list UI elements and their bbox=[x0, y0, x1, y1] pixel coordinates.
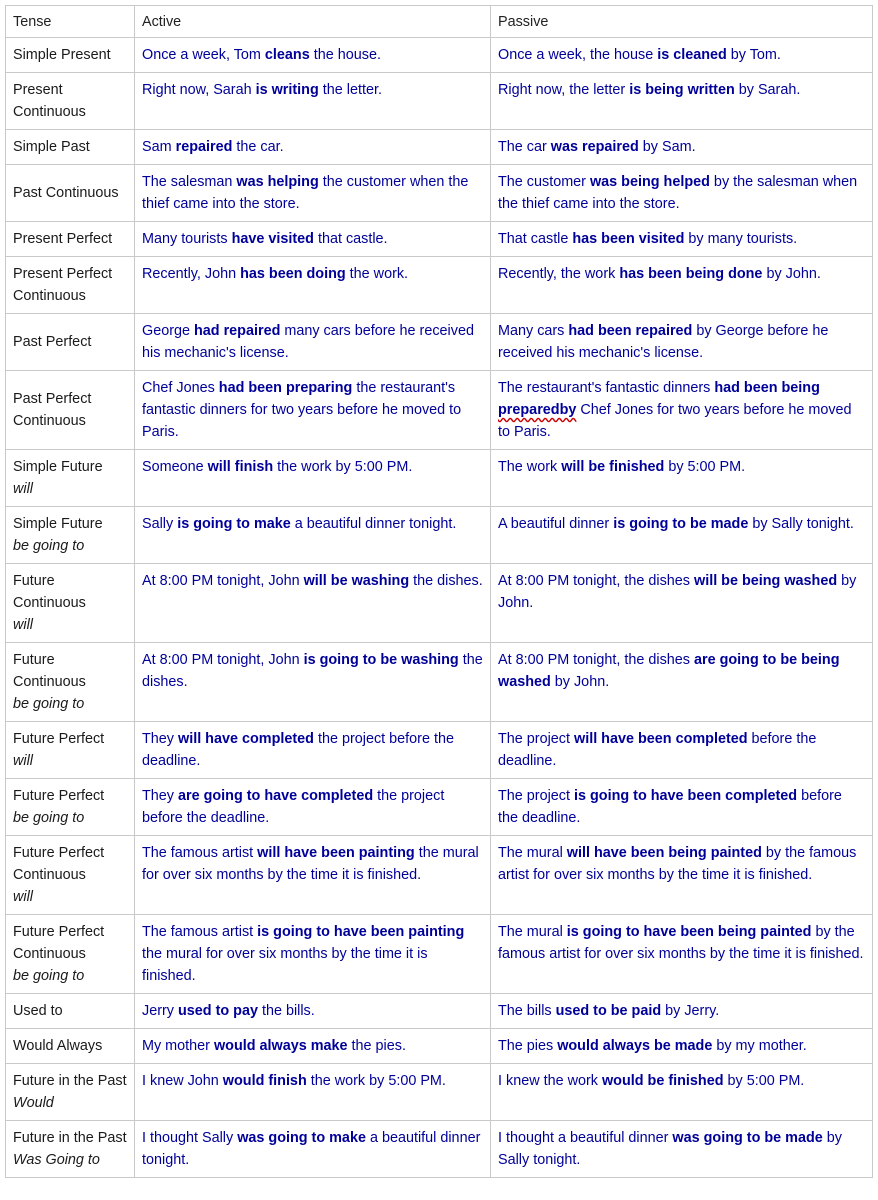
sentence-text: by the famous artist for over six months by the time it is finished. bbox=[498, 924, 864, 962]
verb-phrase: used to pay bbox=[177, 1003, 258, 1019]
tense-name: Future Perfect Continuous bbox=[13, 845, 105, 883]
tense-name: Past Perfect bbox=[13, 334, 92, 350]
table-row bbox=[6, 1064, 873, 1121]
tense-variant: Would bbox=[13, 1095, 54, 1111]
sentence-text: before the deadline. bbox=[498, 788, 842, 826]
tense-variant: will bbox=[13, 617, 33, 633]
sentence-text: I thought a beautiful dinner bbox=[498, 1130, 673, 1146]
passive-example bbox=[491, 564, 873, 643]
verb-phrase: have visited bbox=[231, 231, 314, 247]
sentence-text: many cars before he received his mechanic's license. bbox=[142, 323, 474, 361]
verb-phrase: would finish bbox=[222, 1073, 307, 1089]
active-example bbox=[135, 73, 491, 130]
sentence-text: The project bbox=[498, 731, 574, 747]
sentence-text: that castle. bbox=[313, 231, 388, 247]
verb-phrase: will have completed bbox=[178, 731, 314, 747]
active-example bbox=[135, 450, 491, 507]
sentence-text: before the deadline. bbox=[498, 731, 817, 769]
tense-variant: will bbox=[13, 889, 33, 905]
tense-cell bbox=[6, 222, 135, 257]
sentence-text: Many cars bbox=[498, 323, 569, 339]
table-row bbox=[6, 915, 873, 994]
sentence-text: the work. bbox=[345, 266, 409, 282]
sentence-text: The work bbox=[498, 459, 562, 475]
sentence-text: At 8:00 PM tonight, the dishes bbox=[498, 573, 694, 589]
verb-phrase: would be finished bbox=[601, 1073, 724, 1089]
tense-cell bbox=[6, 1029, 135, 1064]
sentence-text: The customer bbox=[498, 174, 590, 190]
active-example bbox=[135, 314, 491, 371]
passive-example bbox=[491, 915, 873, 994]
tense-name: Future in the Past bbox=[13, 1073, 127, 1089]
sentence-text: The salesman bbox=[142, 174, 237, 190]
sentence-text: George bbox=[142, 323, 194, 339]
verb-phrase: are going to have completed bbox=[178, 788, 374, 804]
active-example bbox=[135, 38, 491, 73]
table-row bbox=[6, 564, 873, 643]
sentence-text: the mural for over six months by the time it is finished. bbox=[142, 946, 428, 984]
passive-example bbox=[491, 371, 873, 450]
tense-name: Present Continuous bbox=[13, 82, 86, 120]
sentence-text: by my mother. bbox=[712, 1038, 807, 1054]
table-row bbox=[6, 73, 873, 130]
passive-example bbox=[491, 38, 873, 73]
verb-phrase: will finish bbox=[207, 459, 274, 475]
passive-example bbox=[491, 130, 873, 165]
sentence-text: by the salesman when the thief came into the store. bbox=[498, 174, 858, 212]
active-example bbox=[135, 1121, 491, 1178]
sentence-text: the restaurant's fantastic dinners for two years before he moved to Paris. bbox=[142, 380, 462, 440]
table-row bbox=[6, 371, 873, 450]
tense-name: Would Always bbox=[13, 1038, 103, 1054]
tense-name: Simple Past bbox=[13, 139, 90, 155]
verb-phrase-misspelled: preparedby bbox=[498, 402, 577, 418]
tense-table bbox=[5, 5, 873, 1178]
sentence-text: a beautiful dinner tonight. bbox=[290, 516, 457, 532]
verb-phrase: had been repaired bbox=[568, 323, 693, 339]
sentence-text: by Sarah. bbox=[734, 82, 801, 98]
sentence-text: The pies bbox=[498, 1038, 558, 1054]
sentence-text: The project bbox=[498, 788, 574, 804]
table-row bbox=[6, 779, 873, 836]
verb-phrase: was being helped bbox=[589, 174, 710, 190]
tense-cell bbox=[6, 1121, 135, 1178]
sentence-text: I thought Sally bbox=[142, 1130, 238, 1146]
sentence-text: by 5:00 PM. bbox=[664, 459, 746, 475]
verb-phrase: will be being washed bbox=[694, 573, 838, 589]
tense-cell bbox=[6, 507, 135, 564]
verb-phrase: has been visited bbox=[572, 231, 685, 247]
passive-example bbox=[491, 779, 873, 836]
sentence-text: a beautiful dinner tonight. bbox=[142, 1130, 481, 1168]
tense-variant: be going to bbox=[13, 810, 85, 826]
tense-name: Future Perfect bbox=[13, 731, 105, 747]
verb-phrase: is being written bbox=[629, 82, 735, 98]
sentence-text: the pies. bbox=[347, 1038, 406, 1054]
sentence-text: the project before the deadline. bbox=[142, 788, 445, 826]
tense-name: Future Continuous bbox=[13, 652, 86, 690]
passive-example bbox=[491, 314, 873, 371]
tense-name: Present Perfect bbox=[13, 231, 113, 247]
sentence-text: by many tourists. bbox=[684, 231, 798, 247]
passive-example bbox=[491, 994, 873, 1029]
verb-phrase: will have been completed bbox=[574, 731, 748, 747]
tense-name: Past Perfect Continuous bbox=[13, 391, 92, 429]
verb-phrase: will have been being painted bbox=[566, 845, 762, 861]
verb-phrase: would always be made bbox=[557, 1038, 713, 1054]
table-row bbox=[6, 257, 873, 314]
verb-phrase: was going to be made bbox=[672, 1130, 823, 1146]
sentence-text: Jerry bbox=[142, 1003, 178, 1019]
table-row bbox=[6, 507, 873, 564]
sentence-text: Right now, the letter bbox=[498, 82, 630, 98]
table-row bbox=[6, 994, 873, 1029]
table-row bbox=[6, 722, 873, 779]
sentence-text: The restaurant's fantastic dinners bbox=[498, 380, 715, 396]
sentence-text: the mural for over six months by the time it is finished. bbox=[142, 845, 479, 883]
passive-example bbox=[491, 1029, 873, 1064]
sentence-text: Sally bbox=[142, 516, 178, 532]
verb-phrase: was going to make bbox=[237, 1130, 366, 1146]
tense-cell bbox=[6, 1064, 135, 1121]
sentence-text: by George before he received his mechanic's license. bbox=[498, 323, 829, 361]
sentence-text: Recently, John bbox=[142, 266, 241, 282]
tense-variant: be going to bbox=[13, 696, 85, 712]
tense-cell bbox=[6, 38, 135, 73]
tense-cell bbox=[6, 836, 135, 915]
active-example bbox=[135, 722, 491, 779]
active-example bbox=[135, 994, 491, 1029]
tense-name: Past Continuous bbox=[13, 185, 119, 201]
table-row bbox=[6, 836, 873, 915]
sentence-text: My mother bbox=[142, 1038, 214, 1054]
active-example bbox=[135, 564, 491, 643]
tense-cell bbox=[6, 994, 135, 1029]
sentence-text: the car. bbox=[232, 139, 284, 155]
verb-phrase: used to be paid bbox=[555, 1003, 662, 1019]
sentence-text: by John. bbox=[762, 266, 821, 282]
sentence-text: A beautiful dinner bbox=[498, 516, 614, 532]
verb-phrase: will be finished bbox=[561, 459, 665, 475]
verb-phrase: is going to have been being painted bbox=[566, 924, 812, 940]
passive-example bbox=[491, 73, 873, 130]
sentence-text: At 8:00 PM tonight, the dishes bbox=[498, 652, 694, 668]
active-example bbox=[135, 1064, 491, 1121]
tense-cell bbox=[6, 643, 135, 722]
active-example bbox=[135, 836, 491, 915]
table-row bbox=[6, 38, 873, 73]
sentence-text: Chef Jones for two years before he moved to Paris. bbox=[498, 402, 852, 440]
active-example bbox=[135, 165, 491, 222]
sentence-text: the dishes. bbox=[409, 573, 483, 589]
tense-cell bbox=[6, 915, 135, 994]
sentence-text: Recently, the work bbox=[498, 266, 620, 282]
tense-name: Future Continuous bbox=[13, 573, 86, 611]
tense-variant: will bbox=[13, 753, 33, 769]
tense-cell bbox=[6, 130, 135, 165]
tense-name: Simple Present bbox=[13, 47, 111, 63]
active-example bbox=[135, 371, 491, 450]
header-tense: Tense bbox=[6, 6, 135, 38]
tense-name: Simple Future bbox=[13, 459, 103, 475]
tense-name: Used to bbox=[13, 1003, 63, 1019]
active-example bbox=[135, 643, 491, 722]
sentence-text: Right now, Sarah bbox=[142, 82, 256, 98]
verb-phrase: was repaired bbox=[550, 139, 639, 155]
tense-name: Future Perfect Continuous bbox=[13, 924, 105, 962]
tense-cell bbox=[6, 564, 135, 643]
tense-cell bbox=[6, 73, 135, 130]
sentence-text: by the famous artist for over six months by the time it is finished. bbox=[498, 845, 857, 883]
sentence-text: The famous artist bbox=[142, 924, 258, 940]
verb-phrase: cleans bbox=[264, 47, 310, 63]
sentence-text: by Sally tonight. bbox=[498, 1130, 842, 1168]
tense-cell bbox=[6, 779, 135, 836]
table-row bbox=[6, 1029, 873, 1064]
sentence-text: the work by 5:00 PM. bbox=[273, 459, 413, 475]
sentence-text: Someone bbox=[142, 459, 208, 475]
active-example bbox=[135, 222, 491, 257]
active-example bbox=[135, 1029, 491, 1064]
tense-cell bbox=[6, 722, 135, 779]
tense-cell bbox=[6, 165, 135, 222]
verb-phrase: is going to be made bbox=[613, 516, 749, 532]
sentence-text: Many tourists bbox=[142, 231, 232, 247]
sentence-text: the customer when the thief came into the store. bbox=[142, 174, 469, 212]
tense-cell bbox=[6, 314, 135, 371]
passive-example bbox=[491, 165, 873, 222]
tense-variant: Was Going to bbox=[13, 1152, 100, 1168]
verb-phrase: had been preparing bbox=[218, 380, 353, 396]
verb-phrase: has been being done bbox=[619, 266, 763, 282]
sentence-text: the bills. bbox=[257, 1003, 315, 1019]
table-row bbox=[6, 643, 873, 722]
active-example bbox=[135, 507, 491, 564]
sentence-text: by John. bbox=[550, 674, 610, 690]
sentence-text: the dishes. bbox=[142, 652, 483, 690]
passive-example bbox=[491, 257, 873, 314]
tense-variant: be going to bbox=[13, 538, 85, 554]
sentence-text: by Jerry. bbox=[661, 1003, 720, 1019]
sentence-text: the letter. bbox=[318, 82, 382, 98]
verb-phrase: would always make bbox=[213, 1038, 348, 1054]
sentence-text: They bbox=[142, 788, 178, 804]
verb-phrase: repaired bbox=[175, 139, 233, 155]
table-body bbox=[6, 38, 873, 1178]
table-row bbox=[6, 450, 873, 507]
tense-cell bbox=[6, 371, 135, 450]
passive-example bbox=[491, 450, 873, 507]
passive-example bbox=[491, 722, 873, 779]
passive-example bbox=[491, 836, 873, 915]
sentence-text: Chef Jones bbox=[142, 380, 219, 396]
active-example bbox=[135, 779, 491, 836]
table-row bbox=[6, 130, 873, 165]
sentence-text: Once a week, the house bbox=[498, 47, 658, 63]
verb-phrase: is going to make bbox=[177, 516, 291, 532]
verb-phrase: had repaired bbox=[194, 323, 281, 339]
active-example bbox=[135, 130, 491, 165]
verb-phrase: is cleaned bbox=[657, 47, 727, 63]
sentence-text: Sam bbox=[142, 139, 176, 155]
sentence-text: the house. bbox=[309, 47, 381, 63]
passive-example bbox=[491, 507, 873, 564]
active-example bbox=[135, 915, 491, 994]
sentence-text: The famous artist bbox=[142, 845, 258, 861]
sentence-text: I knew John bbox=[142, 1073, 223, 1089]
tense-name: Present Perfect Continuous bbox=[13, 266, 113, 304]
verb-phrase: are going to be being washed bbox=[498, 652, 840, 690]
passive-example bbox=[491, 222, 873, 257]
table-row bbox=[6, 222, 873, 257]
sentence-text: They bbox=[142, 731, 178, 747]
sentence-text: by 5:00 PM. bbox=[723, 1073, 805, 1089]
active-example bbox=[135, 257, 491, 314]
header-passive: Passive bbox=[491, 6, 873, 38]
tense-cell bbox=[6, 257, 135, 314]
table-row bbox=[6, 165, 873, 222]
sentence-text: The bills bbox=[498, 1003, 556, 1019]
sentence-text: the work by 5:00 PM. bbox=[306, 1073, 446, 1089]
sentence-text: At 8:00 PM tonight, John bbox=[142, 573, 304, 589]
sentence-text: by Sally tonight. bbox=[748, 516, 854, 532]
sentence-text: I knew the work bbox=[498, 1073, 602, 1089]
sentence-text: The mural bbox=[498, 845, 567, 861]
tense-name: Future Perfect bbox=[13, 788, 105, 804]
passive-example bbox=[491, 643, 873, 722]
verb-phrase: is going to be washing bbox=[303, 652, 459, 668]
passive-example bbox=[491, 1121, 873, 1178]
sentence-text: by Tom. bbox=[726, 47, 781, 63]
sentence-text: by Sam. bbox=[638, 139, 696, 155]
tense-name: Future in the Past bbox=[13, 1130, 127, 1146]
sentence-text: the project before the deadline. bbox=[142, 731, 454, 769]
verb-phrase: had been being bbox=[714, 380, 820, 396]
sentence-text: The car bbox=[498, 139, 551, 155]
tense-cell bbox=[6, 450, 135, 507]
verb-phrase: is going to have been painting bbox=[257, 924, 465, 940]
verb-phrase: was helping bbox=[236, 174, 319, 190]
tense-variant: be going to bbox=[13, 968, 85, 984]
table-row bbox=[6, 314, 873, 371]
verb-phrase: will be washing bbox=[303, 573, 410, 589]
tense-name: Simple Future bbox=[13, 516, 103, 532]
tense-variant: will bbox=[13, 481, 33, 497]
sentence-text: by John. bbox=[498, 573, 857, 611]
sentence-text: Once a week, Tom bbox=[142, 47, 265, 63]
sentence-text: The mural bbox=[498, 924, 567, 940]
verb-phrase: has been doing bbox=[240, 266, 346, 282]
table-row bbox=[6, 1121, 873, 1178]
verb-phrase: is writing bbox=[255, 82, 319, 98]
verb-phrase: will have been painting bbox=[257, 845, 415, 861]
sentence-text: That castle bbox=[498, 231, 573, 247]
sentence-text: At 8:00 PM tonight, John bbox=[142, 652, 304, 668]
header-row bbox=[6, 6, 873, 38]
header-active: Active bbox=[135, 6, 491, 38]
passive-example bbox=[491, 1064, 873, 1121]
verb-phrase: is going to have been completed bbox=[574, 788, 798, 804]
